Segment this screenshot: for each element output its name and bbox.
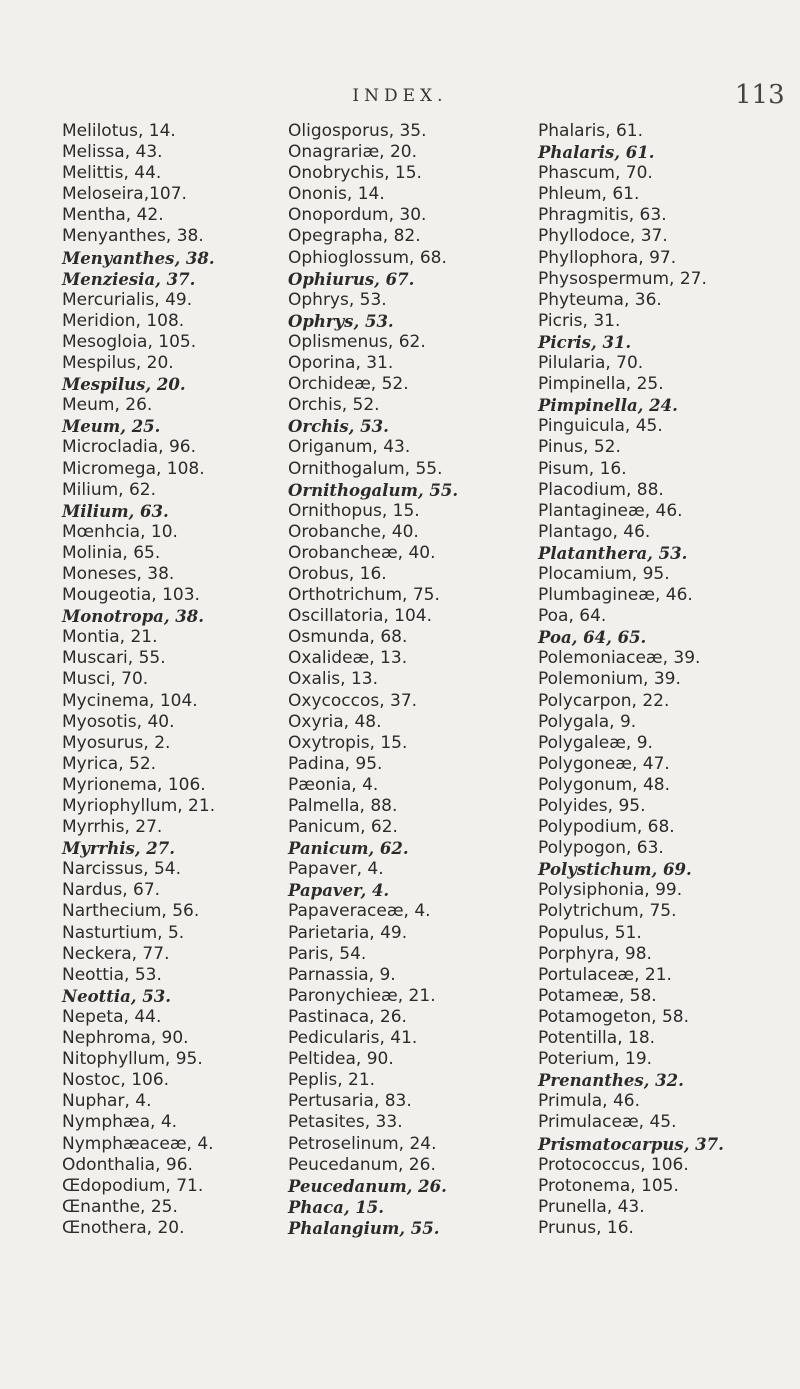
index-entry: Petasites, 33. <box>288 1112 403 1133</box>
index-entry: Picris, 31. <box>538 332 632 352</box>
index-entry: Potameæ, 58. <box>538 985 657 1006</box>
index-entry: Pinguicula, 45. <box>538 416 663 437</box>
page-title: INDEX. <box>352 86 448 106</box>
index-entry: Menyanthes, 38. <box>62 226 204 247</box>
index-entry: Physospermum, 27. <box>538 268 707 289</box>
index-entry: Primulaceæ, 45. <box>538 1112 677 1133</box>
index-entry: Musci, 70. <box>62 669 149 690</box>
index-entry: Oxytropis, 15. <box>288 732 408 753</box>
index-entry: Orobanche, 40. <box>288 521 419 542</box>
index-entry: Microcladia, 96. <box>62 437 197 458</box>
index-entry: Meum, 25. <box>62 417 161 437</box>
index-entry: Polycarpon, 22. <box>538 690 670 711</box>
index-entry: Oscillatoria, 104. <box>288 606 433 627</box>
index-entry: Populus, 51. <box>538 922 642 943</box>
index-entry: Pæonia, 4. <box>288 774 379 795</box>
index-entry: Ononis, 14. <box>288 184 385 205</box>
index-entry: Menziesia, 37. <box>62 269 196 289</box>
index-entry: Ornithopus, 15. <box>288 500 420 521</box>
index-entry: Pastinaca, 26. <box>288 1006 407 1027</box>
index-entry: Orthotrichum, 75. <box>288 585 440 606</box>
index-column-2 <box>288 121 458 1239</box>
index-entry: Polygoneæ, 47. <box>538 753 670 774</box>
index-entry: Peucedanum, 26. <box>288 1154 436 1175</box>
index-entry: Moneses, 38. <box>62 563 175 584</box>
index-entry: Phragmitis, 63. <box>538 205 667 226</box>
index-entry: Melissa, 43. <box>62 142 163 163</box>
index-entry: Pimpinella, 25. <box>538 374 664 395</box>
index-entry: Nymphæaceæ, 4. <box>62 1133 214 1154</box>
index-entry: Oxycoccos, 37. <box>288 690 418 711</box>
index-entry: Myrionema, 106. <box>62 774 206 795</box>
index-entry: Paris, 54. <box>288 943 367 964</box>
index-entry: Poa, 64, 65. <box>538 628 647 648</box>
index-entry: Meloseira,107. <box>62 184 187 205</box>
index-entry: Mesogloia, 105. <box>62 331 197 352</box>
index-entry: Nepeta, 44. <box>62 1006 162 1027</box>
index-entry: Parnassia, 9. <box>288 964 396 985</box>
index-entry: Poterium, 19. <box>538 1049 653 1070</box>
index-entry: Orobus, 16. <box>288 563 387 584</box>
index-entry: Odonthalia, 96. <box>62 1154 193 1175</box>
index-entry: Opegrapha, 82. <box>288 226 421 247</box>
index-entry: Oxyria, 48. <box>288 711 382 732</box>
index-entry: Polystichum, 69. <box>538 860 692 880</box>
index-entry: Phalangium, 55. <box>288 1218 440 1238</box>
index-entry: Myosotis, 40. <box>62 711 175 732</box>
index-entry: Myrrhis, 27. <box>62 839 175 859</box>
index-entry: Protococcus, 106. <box>538 1154 689 1175</box>
index-entry: Plantago, 46. <box>538 521 651 542</box>
index-entry: Pimpinella, 24. <box>538 396 678 416</box>
index-entry: Phaca, 15. <box>288 1197 385 1217</box>
index-entry: Mespilus, 20. <box>62 375 186 395</box>
index-entry: Prunella, 43. <box>538 1196 645 1217</box>
index-entry: Ophrys, 53. <box>288 311 394 331</box>
index-entry: Portulaceæ, 21. <box>538 964 672 985</box>
index-entry: Mougeotia, 103. <box>62 585 200 606</box>
index-entry: Orchideæ, 52. <box>288 374 409 395</box>
index-entry: Palmella, 88. <box>288 796 398 816</box>
index-entry: Prenanthes, 32. <box>538 1071 684 1091</box>
index-entry: Polygonum, 48. <box>538 774 670 795</box>
index-entry: Plocamium, 95. <box>538 563 670 584</box>
index-entry: Ornithogalum, 55. <box>288 480 459 500</box>
index-entry: Œdopodium, 71. <box>62 1175 204 1196</box>
index-entry: Myrica, 52. <box>62 753 157 774</box>
index-entry: Ophiurus, 67. <box>288 269 415 289</box>
index-entry: Papaveraceæ, 4. <box>288 901 431 922</box>
index-entry: Nardus, 67. <box>62 880 161 901</box>
index-entry: Onagrariæ, 20. <box>288 142 418 163</box>
index-entry: Protonema, 105. <box>538 1175 679 1196</box>
index-entry: Milium, 62. <box>62 479 157 500</box>
index-entry: Onobrychis, 15. <box>288 163 422 184</box>
index-column-3 <box>538 121 724 1239</box>
index-entry: Polypodium, 68. <box>538 817 675 838</box>
index-entry: Neottia, 53. <box>62 964 162 985</box>
index-entry: Peltidea, 90. <box>288 1049 394 1070</box>
index-entry: Muscari, 55. <box>62 648 166 669</box>
index-entry: Papaver, 4. <box>288 881 390 901</box>
index-entry: Micromega, 108. <box>62 458 205 479</box>
index-entry: Plantagineæ, 46. <box>538 500 683 521</box>
index-entry: Onopordum, 30. <box>288 205 427 226</box>
index-entry: Pilularia, 70. <box>538 353 644 374</box>
index-entry: Phalaris, 61. <box>538 143 655 163</box>
index-entry: Mœnhcia, 10. <box>62 521 178 542</box>
index-entry: Narthecium, 56. <box>62 901 200 922</box>
index-column-1 <box>62 121 215 1239</box>
index-entry: Molinia, 65. <box>62 542 161 563</box>
index-entry: Paronychieæ, 21. <box>288 985 436 1006</box>
index-entry: Parietaria, 49. <box>288 922 408 943</box>
index-entry: Œnothera, 20. <box>62 1217 185 1238</box>
index-entry: Mycinema, 104. <box>62 690 198 711</box>
index-entry: Porphyra, 98. <box>538 943 652 964</box>
index-entry: Ophioglossum, 68. <box>288 247 447 268</box>
index-entry: Narcissus, 54. <box>62 859 182 880</box>
index-entry: Prunus, 16. <box>538 1217 634 1238</box>
index-entry: Polytrichum, 75. <box>538 901 677 922</box>
index-entry: Polygaleæ, 9. <box>538 732 653 753</box>
index-entry: Mentha, 42. <box>62 205 164 226</box>
index-entry: Potentilla, 18. <box>538 1028 656 1049</box>
index-entry: Ornithogalum, 55. <box>288 458 443 479</box>
index-entry: Polyides, 95. <box>538 796 646 816</box>
page-number: 113 <box>735 80 785 110</box>
index-entry: Papaver, 4. <box>288 859 384 880</box>
index-entry: Oxalis, 13. <box>288 669 379 690</box>
index-entry: Petroselinum, 24. <box>288 1133 437 1154</box>
index-entry: Orchis, 53. <box>288 417 389 437</box>
index-entry: Platanthera, 53. <box>538 543 688 563</box>
index-entry: Myosurus, 2. <box>62 732 171 753</box>
index-entry: Pisum, 16. <box>538 458 627 479</box>
index-entry: Orchis, 52. <box>288 395 380 416</box>
index-entry: Picris, 31. <box>538 310 621 331</box>
index-entry: Pinus, 52. <box>538 437 621 458</box>
index-entry: Poa, 64. <box>538 606 607 627</box>
index-entry: Neottia, 53. <box>62 986 171 1006</box>
index-entry: Nasturtium, 5. <box>62 922 185 943</box>
index-entry: Osmunda, 68. <box>288 627 408 648</box>
index-entry: Phyllodoce, 37. <box>538 226 668 247</box>
index-entry: Oxalideæ, 13. <box>288 648 408 669</box>
index-entry: Meum, 26. <box>62 395 153 416</box>
index-entry: Phyteuma, 36. <box>538 289 662 310</box>
index-entry: Nuphar, 4. <box>62 1091 152 1112</box>
index-entry: Phascum, 70. <box>538 163 653 184</box>
index-entry: Mercurialis, 49. <box>62 289 193 310</box>
index-entry: Ophrys, 53. <box>288 289 387 310</box>
index-entry: Potamogeton, 58. <box>538 1006 690 1027</box>
index-entry: Panicum, 62. <box>288 839 409 859</box>
index-entry: Montia, 21. <box>62 627 158 648</box>
index-entry: Nephroma, 90. <box>62 1028 189 1049</box>
index-entry: Peplis, 21. <box>288 1070 376 1091</box>
index-entry: Polygala, 9. <box>538 711 637 732</box>
index-entry: Melilotus, 14. <box>62 121 176 141</box>
index-entry: Polemoniaceæ, 39. <box>538 648 701 669</box>
index-entry: Myrrhis, 27. <box>62 817 163 838</box>
index-entry: Oporina, 31. <box>288 353 394 374</box>
index-entry: Melittis, 44. <box>62 163 162 184</box>
index-entry: Neckera, 77. <box>62 943 170 964</box>
index-entry: Orobancheæ, 40. <box>288 542 436 563</box>
index-entry: Panicum, 62. <box>288 817 398 838</box>
index-entry: Origanum, 43. <box>288 437 411 458</box>
index-entry: Prismatocarpus, 37. <box>538 1134 724 1154</box>
index-entry: Oplismenus, 62. <box>288 331 426 352</box>
index-entry: Mespilus, 20. <box>62 353 174 374</box>
index-entry: Myriophyllum, 21. <box>62 796 216 816</box>
index-entry: Œnanthe, 25. <box>62 1196 178 1217</box>
index-entry: Nymphæa, 4. <box>62 1112 178 1133</box>
index-entry: Nostoc, 106. <box>62 1070 170 1091</box>
index-entry: Menyanthes, 38. <box>62 248 215 268</box>
index-entry: Polypogon, 63. <box>538 838 664 859</box>
index-entry: Pertusaria, 83. <box>288 1091 412 1112</box>
index-entry: Plumbagineæ, 46. <box>538 585 693 606</box>
index-entry: Oligosporus, 35. <box>288 121 427 141</box>
index-entry: Phalaris, 61. <box>538 121 643 141</box>
index-entry: Pedicularis, 41. <box>288 1028 418 1049</box>
index-entry: Placodium, 88. <box>538 479 664 500</box>
index-entry: Phyllophora, 97. <box>538 247 677 268</box>
index-entry: Peucedanum, 26. <box>288 1176 447 1196</box>
index-entry: Nitophyllum, 95. <box>62 1049 203 1070</box>
index-entry: Padina, 95. <box>288 753 383 774</box>
index-entry: Meridion, 108. <box>62 310 185 331</box>
index-entry: Milium, 63. <box>62 501 169 521</box>
index-entry: Monotropa, 38. <box>62 607 205 627</box>
index-entry: Polysiphonia, 99. <box>538 880 683 901</box>
index-entry: Phleum, 61. <box>538 184 640 205</box>
index-entry: Primula, 46. <box>538 1091 640 1112</box>
index-entry: Polemonium, 39. <box>538 669 681 690</box>
